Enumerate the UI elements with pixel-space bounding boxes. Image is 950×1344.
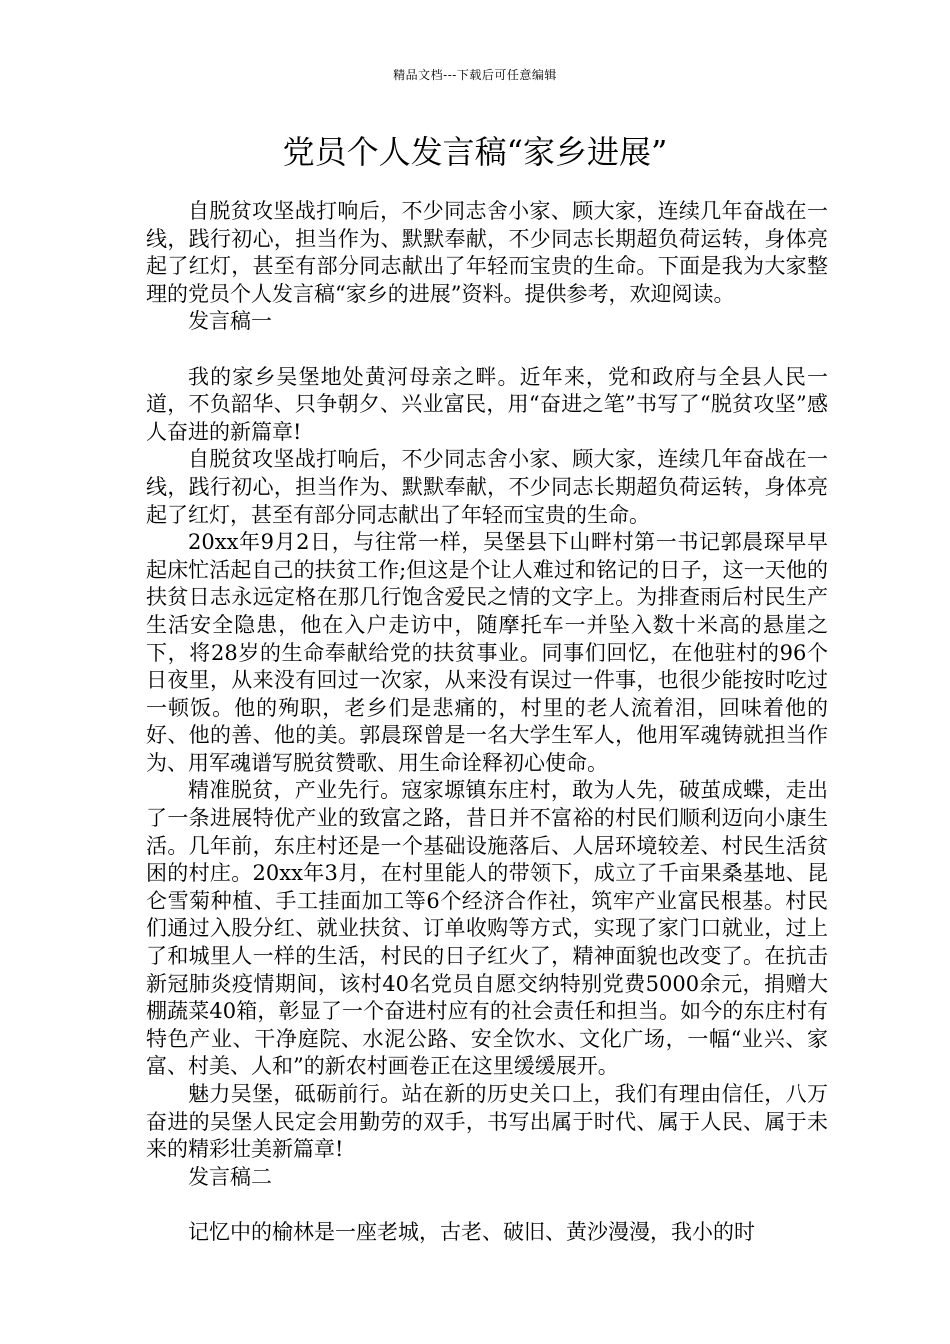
document-body: [146, 198, 828, 1247]
blank-line: [146, 336, 828, 364]
section-1-paragraph-4: 精准脱贫，产业先行。寇家塬镇东庄村，敢为人先，破茧成蝶，走出了一条进展特优产业的致富之路，昔日并不富裕的村民们顺利迈向小康生活。几年前，东庄村还是一个基础设施落后、人居环境较差、村民生活贫困的村庄。20xx年3月，在村里能人的带领下，成立了千亩果桑基地、昆仑雪菊种植、手工挂面加工等6个经济合作社，筑牢产业富民根基。村民们通过入股分红、就业扶贫、订单收购等方式，实现了家门口就业，过上了和城里人一样的生活，村民的日子红火了，精神面貌也改变了。在抗击新冠肺炎疫情期间，该村40名党员自愿交纳特别党费5000余元，捐赠大棚蔬菜40箱，彰显了一个奋进村应有的社会责任和担当。如今的东庄村有特色产业、干净庭院、水泥公路、安全饮水、文化广场，一幅“业兴、家富、村美、人和”的新农村画卷正在这里缓缓展开。: [146, 778, 828, 1079]
section-2-heading: 发言稿二: [188, 1164, 272, 1189]
section-1-paragraph-5: 魅力吴堡，砥砺前行。站在新的历史关口上，我们有理由信任，八万奋进的吴堡人民定会用勤劳的双手，书写出属于时代、属于人民、属于未来的精彩壮美新篇章!: [146, 1082, 828, 1162]
section-1-paragraph-1: 我的家乡吴堡地处黄河母亲之畔。近年来，党和政府与全县人民一道，不负韶华、只争朝夕、兴业富民，用“奋进之笔”书写了“脱贫攻坚”感人奋进的新篇章!: [146, 364, 828, 444]
section-1-paragraph-3: 20xx年9月2日，与往常一样，吴堡县下山畔村第一书记郭晨琛早早起床忙活起自己的扶贫工作;但这是个让人难过和铭记的日子，这一天他的扶贫日志永远定格在那几行饱含爱民之情的文字上。为排查雨后村民生产生活安全隐患，他在入户走访中，随摩托车一并坠入数十米高的悬崖之下，将28岁的生命奉献给党的扶贫事业。同事们回忆，在他驻村的96个日夜里，从来没有回过一次家，从来没有误过一件事，也很少能按时吃过一顿饭。他的殉职，老乡们是悲痛的，村里的老人流着泪，回味着他的好、他的善、他的美。郭晨琛曾是一名大学生军人，他用军魂铸就担当作为、用军魂谱写脱贫赞歌、用生命诠释初心使命。: [146, 530, 828, 775]
section-1-paragraph-2: 自脱贫攻坚战打响后，不少同志舍小家、顾大家，连续几年奋战在一线，践行初心，担当作为、默默奉献，不少同志长期超负荷运转，身体亮起了红灯，甚至有部分同志献出了年轻而宝贵的生命。: [146, 447, 828, 527]
section-1-heading: 发言稿一: [188, 309, 272, 334]
page-header-note: 精品文档---下载后可任意编辑: [393, 68, 557, 82]
section-2-paragraph-1: 记忆中的榆林是一座老城，古老、破旧、黄沙漫漫，我小的时: [188, 1219, 755, 1244]
document-title: 党员个人发言稿“家乡进展”: [282, 133, 668, 171]
intro-paragraph: 自脱贫攻坚战打响后，不少同志舍小家、顾大家，连续几年奋战在一线，践行初心，担当作为、默默奉献，不少同志长期超负荷运转，身体亮起了红灯，甚至有部分同志献出了年轻而宝贵的生命。下面是我为大家整理的党员个人发言稿“家乡的进展”资料。提供参考，欢迎阅读。: [146, 199, 828, 306]
blank-line: [146, 1191, 828, 1219]
